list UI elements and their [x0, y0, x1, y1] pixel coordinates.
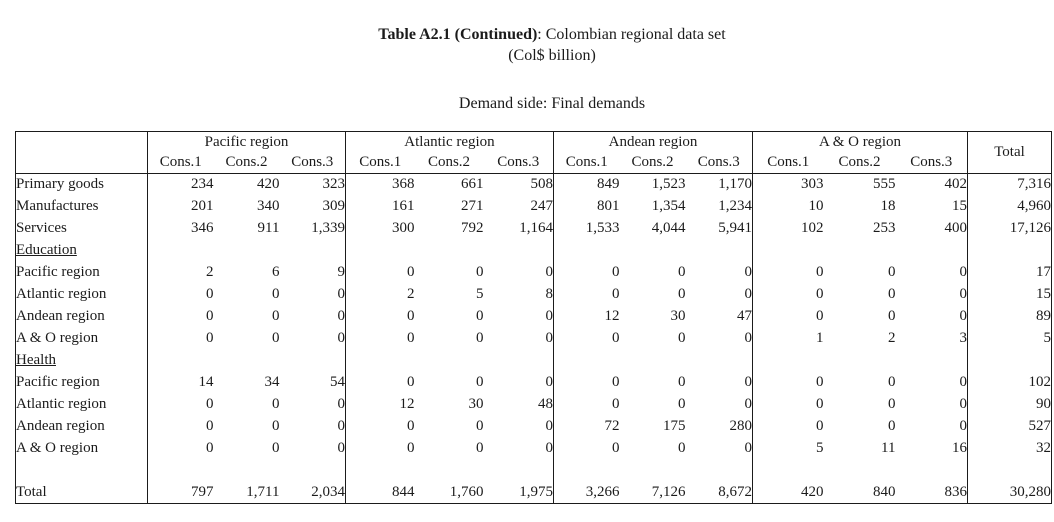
- table-row: [16, 284, 1052, 306]
- value-cell: 2,034: [311, 483, 345, 500]
- row-total-cell: 30,280: [968, 482, 1052, 504]
- value-cell: 54: [330, 374, 345, 390]
- value-cell: 6: [272, 264, 280, 280]
- value-cell: 5,941: [718, 220, 752, 236]
- row-label: Primary goods: [16, 176, 104, 193]
- value-cell: 0: [678, 396, 686, 412]
- value-cell: 0: [272, 286, 280, 302]
- row-total-cell: [968, 350, 1052, 372]
- value-cell: 661: [461, 176, 484, 193]
- value-cell: [686, 460, 753, 482]
- value-cell: [148, 350, 214, 372]
- table-row: [16, 218, 1052, 240]
- value-cell: [346, 240, 415, 262]
- value-cell: 0: [554, 328, 620, 350]
- value-cell: 0: [545, 440, 553, 456]
- value-cell: 0: [554, 394, 620, 416]
- subheader-pacific-cons1: Cons.1: [148, 153, 214, 174]
- value-cell: 0: [753, 306, 824, 328]
- corner-cell: [16, 132, 148, 153]
- value-cell: 15: [952, 198, 967, 214]
- value-cell: 0: [888, 396, 896, 412]
- value-cell: [896, 350, 968, 372]
- value-cell: [280, 350, 346, 372]
- value-cell: 12: [346, 394, 415, 416]
- value-cell: [484, 350, 554, 372]
- value-cell: 0: [272, 330, 280, 346]
- value-cell: 8,672: [718, 483, 752, 500]
- value-cell: [346, 460, 415, 482]
- value-cell: [753, 460, 824, 482]
- row-total-cell: 90: [968, 394, 1052, 416]
- value-cell: 2: [346, 284, 415, 306]
- value-cell: 16: [952, 440, 967, 456]
- value-cell: [346, 350, 415, 372]
- value-cell: 10: [753, 196, 824, 218]
- value-cell: 0: [346, 438, 415, 460]
- value-cell: [554, 240, 620, 262]
- value-cell: 0: [678, 440, 686, 456]
- subheader-atlantic-cons3: Cons.3: [497, 154, 540, 171]
- value-cell: 48: [538, 396, 553, 412]
- row-label: Total: [16, 483, 47, 500]
- value-cell: 346: [148, 218, 214, 240]
- table-title-bold: Table A2.1 (Continued): [378, 26, 538, 43]
- regional-data-table: [15, 131, 1052, 504]
- row-total-cell: 32: [968, 438, 1052, 460]
- value-cell: 253: [873, 220, 896, 236]
- value-cell: 309: [322, 198, 345, 214]
- value-cell: 0: [346, 306, 415, 328]
- table-row: [16, 196, 1052, 218]
- table-row: [16, 416, 1052, 438]
- value-cell: 0: [753, 284, 824, 306]
- value-cell: 1,760: [449, 483, 484, 500]
- row-label: Atlantic region: [16, 396, 107, 412]
- value-cell: 0: [744, 264, 752, 280]
- value-cell: 0: [337, 396, 345, 412]
- value-cell: [214, 350, 280, 372]
- value-cell: 0: [272, 396, 280, 412]
- value-cell: 0: [678, 330, 686, 346]
- value-cell: 0: [554, 284, 620, 306]
- value-cell: 34: [264, 374, 280, 390]
- value-cell: 30: [468, 396, 484, 412]
- value-cell: 1,234: [718, 198, 752, 214]
- value-cell: 844: [346, 482, 415, 504]
- value-cell: [214, 240, 280, 262]
- value-cell: 400: [944, 220, 967, 236]
- value-cell: 1,164: [519, 220, 553, 236]
- value-cell: 0: [545, 264, 553, 280]
- group-header-ao: A & O region: [753, 132, 968, 153]
- value-cell: [280, 240, 346, 262]
- value-cell: 0: [959, 374, 967, 390]
- value-cell: 1,339: [311, 220, 345, 236]
- value-cell: 0: [337, 308, 345, 324]
- subheader-pacific-cons3: Cons.3: [291, 154, 334, 171]
- value-cell: 0: [337, 440, 345, 456]
- value-cell: [753, 350, 824, 372]
- table-subtitle: (Col$ billion): [508, 47, 596, 64]
- value-cell: 0: [959, 264, 967, 280]
- value-cell: [148, 240, 214, 262]
- row-label: Pacific region: [16, 264, 100, 280]
- value-cell: 3,266: [554, 482, 620, 504]
- subheader-ao-cons1: Cons.1: [753, 153, 824, 174]
- value-cell: [753, 240, 824, 262]
- row-total-cell: 527: [968, 416, 1052, 438]
- value-cell: [148, 460, 214, 482]
- value-cell: 0: [346, 328, 415, 350]
- value-cell: 0: [148, 416, 214, 438]
- value-cell: 420: [257, 176, 280, 193]
- value-cell: 368: [346, 174, 415, 196]
- value-cell: 72: [554, 416, 620, 438]
- row-total-cell: [968, 240, 1052, 262]
- row-label: Andean region: [16, 418, 105, 434]
- value-cell: 836: [944, 483, 967, 500]
- subheader-row: [16, 153, 1052, 174]
- value-cell: [896, 460, 968, 482]
- value-cell: 402: [944, 176, 967, 193]
- value-cell: 0: [476, 330, 484, 346]
- value-cell: 911: [257, 220, 280, 236]
- value-cell: 420: [753, 482, 824, 504]
- table-row: [16, 306, 1052, 328]
- value-cell: 0: [959, 308, 967, 324]
- value-cell: 161: [346, 196, 415, 218]
- value-cell: 5: [476, 286, 484, 302]
- value-cell: [554, 350, 620, 372]
- subheader-andean-cons1: Cons.1: [554, 153, 620, 174]
- value-cell: 2: [148, 262, 214, 284]
- value-cell: 0: [148, 438, 214, 460]
- row-label: A & O region: [16, 440, 99, 456]
- value-cell: 271: [461, 198, 484, 214]
- value-cell: 0: [337, 330, 345, 346]
- value-cell: 0: [476, 440, 484, 456]
- row-label: Education: [16, 242, 77, 258]
- value-cell: 801: [554, 196, 620, 218]
- row-total-cell: 17: [968, 262, 1052, 284]
- value-cell: 0: [272, 308, 280, 324]
- group-header-atlantic: Atlantic region: [346, 132, 554, 153]
- table-row: [16, 262, 1052, 284]
- value-cell: [484, 460, 554, 482]
- table-body: [16, 174, 1052, 504]
- value-cell: [415, 460, 484, 482]
- row-label: Manufactures: [16, 198, 99, 214]
- value-cell: 0: [337, 418, 345, 434]
- row-total-cell: 17,126: [968, 218, 1052, 240]
- value-cell: 0: [678, 374, 686, 390]
- value-cell: 1,711: [246, 483, 280, 500]
- section-row: [16, 240, 1052, 262]
- table-title: [50, 24, 1054, 45]
- value-cell: 7,126: [651, 483, 686, 500]
- value-cell: 12: [554, 306, 620, 328]
- value-cell: 340: [257, 198, 280, 214]
- value-cell: 0: [476, 374, 484, 390]
- row-total-cell: 102: [968, 372, 1052, 394]
- group-header-andean: Andean region: [554, 132, 753, 153]
- value-cell: 508: [530, 176, 553, 193]
- row-label: Atlantic region: [16, 286, 107, 302]
- row-total-cell: 7,316: [968, 174, 1052, 196]
- value-cell: 0: [476, 264, 484, 280]
- value-cell: 300: [346, 218, 415, 240]
- value-cell: [484, 240, 554, 262]
- value-cell: 1,523: [651, 176, 686, 193]
- value-cell: 0: [744, 440, 752, 456]
- value-cell: 0: [148, 306, 214, 328]
- value-cell: [214, 460, 280, 482]
- value-cell: 0: [753, 262, 824, 284]
- value-cell: 0: [753, 394, 824, 416]
- value-cell: [824, 240, 896, 262]
- value-cell: 0: [888, 264, 896, 280]
- value-cell: 792: [461, 220, 484, 236]
- value-cell: 4,044: [651, 220, 686, 236]
- value-cell: [554, 460, 620, 482]
- value-cell: 849: [554, 174, 620, 196]
- value-cell: 3: [959, 330, 967, 346]
- row-label: Services: [16, 220, 67, 236]
- row-label: Health: [16, 352, 56, 368]
- value-cell: 0: [272, 418, 280, 434]
- value-cell: 0: [545, 308, 553, 324]
- value-cell: 303: [753, 174, 824, 196]
- total-row: [16, 482, 1052, 504]
- table-title-rest: : Colombian regional data set: [537, 26, 726, 43]
- value-cell: 0: [545, 418, 553, 434]
- value-cell: 280: [729, 418, 752, 434]
- value-cell: 0: [476, 308, 484, 324]
- value-cell: [824, 460, 896, 482]
- value-cell: 797: [148, 482, 214, 504]
- value-cell: 1,354: [651, 198, 686, 214]
- value-cell: 0: [346, 262, 415, 284]
- spacer-row: [16, 460, 1052, 482]
- row-total-cell: 89: [968, 306, 1052, 328]
- value-cell: 30: [670, 308, 686, 324]
- value-cell: [415, 350, 484, 372]
- value-cell: 0: [744, 374, 752, 390]
- table-row: [16, 328, 1052, 350]
- value-cell: 0: [678, 286, 686, 302]
- value-cell: 0: [148, 328, 214, 350]
- value-cell: 840: [873, 483, 896, 500]
- subheader-andean-cons3: Cons.3: [697, 154, 740, 171]
- value-cell: 0: [148, 284, 214, 306]
- value-cell: [620, 240, 686, 262]
- row-total-cell: [968, 460, 1052, 482]
- section-row: [16, 350, 1052, 372]
- value-cell: [686, 350, 753, 372]
- value-cell: 175: [663, 418, 686, 434]
- value-cell: 0: [888, 374, 896, 390]
- value-cell: 0: [753, 372, 824, 394]
- value-cell: 5: [753, 438, 824, 460]
- value-cell: 1,170: [718, 176, 752, 193]
- empty-subheader-cell: [16, 153, 148, 174]
- row-label: A & O region: [16, 330, 99, 346]
- value-cell: 0: [554, 372, 620, 394]
- value-cell: [896, 240, 968, 262]
- title-block: [0, 0, 1054, 114]
- value-cell: [415, 240, 484, 262]
- value-cell: 9: [337, 264, 345, 280]
- value-cell: 0: [545, 330, 553, 346]
- value-cell: 102: [753, 218, 824, 240]
- value-cell: 0: [744, 330, 752, 346]
- value-cell: 11: [881, 440, 896, 456]
- group-header-row: [16, 132, 1052, 153]
- value-cell: 0: [959, 286, 967, 302]
- value-cell: 0: [554, 262, 620, 284]
- value-cell: [280, 460, 346, 482]
- row-total-cell: 4,960: [968, 196, 1052, 218]
- table-row: [16, 394, 1052, 416]
- value-cell: 14: [148, 372, 214, 394]
- table-row: [16, 372, 1052, 394]
- value-cell: 247: [530, 198, 553, 214]
- value-cell: 0: [753, 416, 824, 438]
- total-column-header: Total: [968, 132, 1052, 174]
- row-total-cell: 15: [968, 284, 1052, 306]
- subheader-pacific-cons2: Cons.2: [225, 154, 268, 171]
- value-cell: 2: [888, 330, 896, 346]
- value-cell: 0: [678, 264, 686, 280]
- value-cell: 1: [753, 328, 824, 350]
- value-cell: 0: [744, 396, 752, 412]
- value-cell: 0: [888, 286, 896, 302]
- value-cell: 201: [148, 196, 214, 218]
- value-cell: 8: [545, 286, 553, 302]
- section-heading: Demand side: Final demands: [458, 95, 646, 112]
- row-label: Pacific region: [16, 374, 100, 390]
- value-cell: 323: [322, 176, 345, 193]
- value-cell: 0: [888, 308, 896, 324]
- subheader-andean-cons2: Cons.2: [631, 154, 674, 171]
- value-cell: 18: [880, 198, 896, 214]
- value-cell: [686, 240, 753, 262]
- table-row: [16, 438, 1052, 460]
- group-header-pacific: Pacific region: [148, 132, 346, 153]
- value-cell: [620, 350, 686, 372]
- subheader-atlantic-cons2: Cons.2: [427, 154, 471, 171]
- subheader-ao-cons2: Cons.2: [838, 154, 881, 171]
- table-row: [16, 174, 1052, 196]
- row-label: [16, 460, 148, 482]
- value-cell: 555: [873, 176, 896, 193]
- value-cell: 0: [744, 286, 752, 302]
- value-cell: 0: [545, 374, 553, 390]
- value-cell: 0: [476, 418, 484, 434]
- value-cell: 47: [737, 308, 752, 324]
- value-cell: 0: [346, 372, 415, 394]
- value-cell: 0: [959, 396, 967, 412]
- value-cell: 0: [272, 440, 280, 456]
- value-cell: 0: [554, 438, 620, 460]
- row-label: Andean region: [16, 308, 105, 324]
- value-cell: [620, 460, 686, 482]
- value-cell: 1,533: [554, 218, 620, 240]
- value-cell: [824, 350, 896, 372]
- subheader-atlantic-cons1: Cons.1: [346, 153, 415, 174]
- value-cell: 0: [959, 418, 967, 434]
- subheader-ao-cons3: Cons.3: [910, 154, 953, 171]
- row-total-cell: 5: [968, 328, 1052, 350]
- value-cell: 0: [337, 286, 345, 302]
- value-cell: 234: [148, 174, 214, 196]
- value-cell: 0: [888, 418, 896, 434]
- value-cell: 0: [346, 416, 415, 438]
- table-header: [16, 132, 1052, 174]
- value-cell: 1,975: [519, 483, 553, 500]
- value-cell: 0: [148, 394, 214, 416]
